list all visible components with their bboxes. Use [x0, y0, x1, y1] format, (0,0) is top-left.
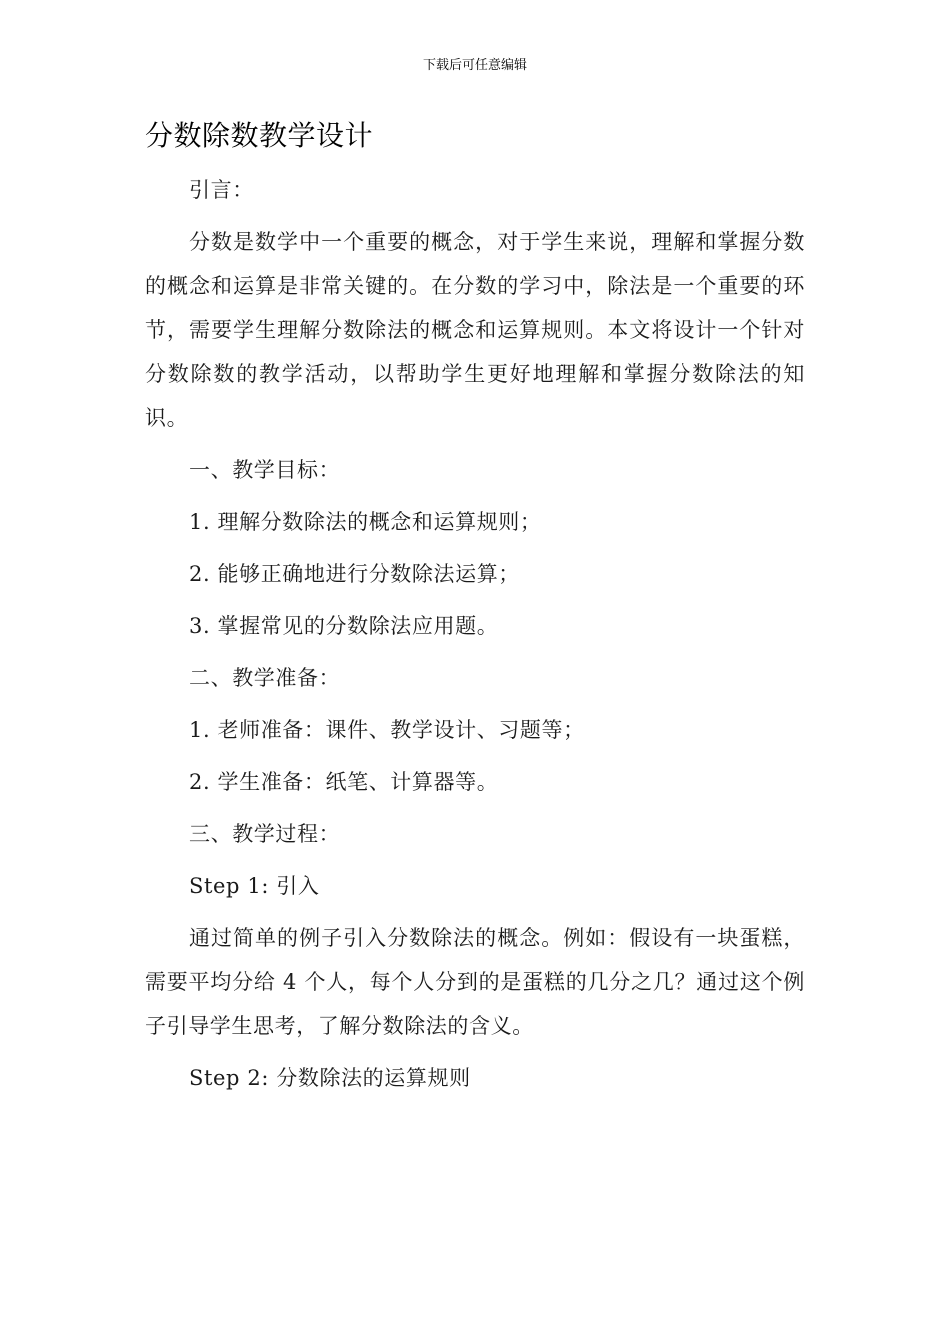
list-item: 3. 掌握常见的分数除法应用题。	[189, 614, 499, 638]
list-item: 1. 老师准备：课件、教学设计、习题等；	[189, 718, 585, 742]
section-heading-objectives: 一、教学目标：	[189, 458, 341, 482]
step-2-label: Step 2: 分数除法的运算规则	[189, 1066, 471, 1090]
header-note: 下载后可任意编辑	[422, 58, 527, 73]
document-title: 分数除数教学设计	[145, 119, 374, 152]
section-heading-preparation: 二、教学准备：	[189, 666, 341, 690]
list-item: 2. 能够正确地进行分数除法运算；	[189, 562, 520, 586]
document-body	[145, 168, 805, 1100]
intro-paragraph: 分数是数学中一个重要的概念，对于学生来说，理解和掌握分数的概念和运算是非常关键的。在分数的学习中，除法是一个重要的环节，需要学生理解分数除法的概念和运算规则。本文将设计一个针对分数除数的教学活动，以帮助学生更好地理解和掌握分数除法的知识。	[145, 230, 805, 430]
section-heading-process: 三、教学过程：	[189, 822, 341, 846]
step-1-label: Step 1: 引入	[189, 874, 320, 898]
list-item: 1. 理解分数除法的概念和运算规则；	[189, 510, 542, 534]
intro-label: 引言：	[189, 178, 254, 202]
step-1-paragraph: 通过简单的例子引入分数除法的概念。例如：假设有一块蛋糕，需要平均分给 4 个人，每个人分到的是蛋糕的几分之几？通过这个例子引导学生思考，了解分数除法的含义。	[145, 926, 805, 1038]
list-item: 2. 学生准备：纸笔、计算器等。	[189, 770, 499, 794]
